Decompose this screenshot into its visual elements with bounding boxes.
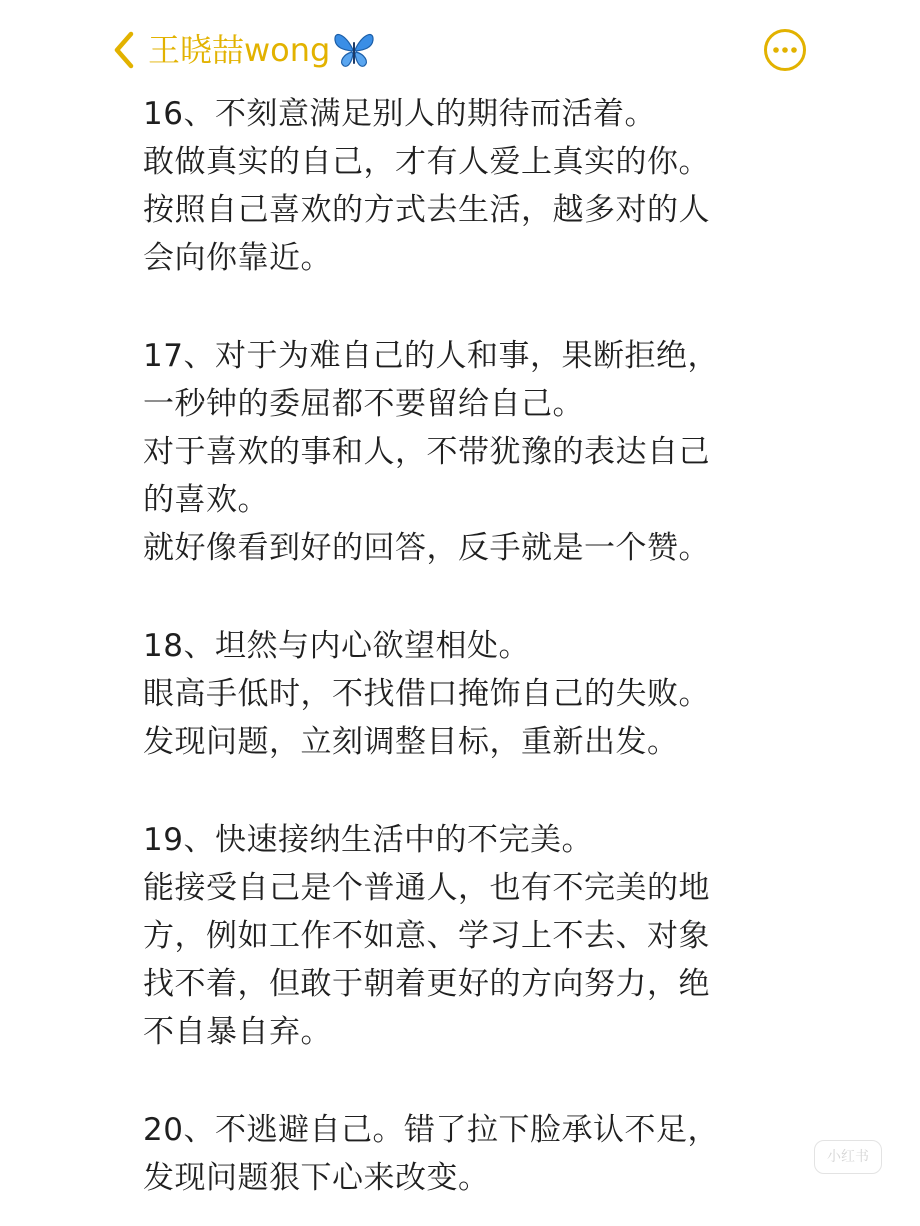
text-line: 找不着，但敢于朝着更好的方向努力，绝	[143, 966, 710, 1002]
text-line: 能接受自己是个普通人，也有不完美的地	[143, 870, 710, 906]
text-line: 不自暴自弃。	[143, 1014, 332, 1050]
text-line: 按照自己喜欢的方式去生活，越多对的人	[143, 192, 710, 228]
butterfly-icon	[332, 30, 376, 70]
chevron-left-icon[interactable]	[104, 28, 144, 72]
text-line: 眼高手低时，不找借口掩饰自己的失败。	[143, 676, 710, 712]
back-button[interactable]	[104, 28, 376, 72]
text-line: 发现问题，立刻调整目标，重新出发。	[143, 724, 679, 760]
text-line: 的喜欢。	[143, 482, 269, 518]
text-line: 会向你靠近。	[143, 240, 332, 276]
watermark-logo: 小红书	[814, 1140, 882, 1174]
text-line: 方，例如工作不如意、学习上不去、对象	[143, 918, 710, 954]
tip-19	[143, 816, 843, 1056]
article-body	[143, 90, 843, 1226]
text-line: 20、不逃避自己。错了拉下脸承认不足，	[143, 1112, 719, 1148]
text-line: 敢做真实的自己，才有人爱上真实的你。	[143, 144, 710, 180]
text-line: 就好像看到好的回答，反手就是一个赞。	[143, 530, 710, 566]
tip-20	[143, 1106, 843, 1202]
text-line: 19、快速接纳生活中的不完美。	[143, 822, 593, 858]
tip-16	[143, 90, 843, 282]
tip-17	[143, 332, 843, 572]
text-line: 16、不刻意满足别人的期待而活着。	[143, 96, 656, 132]
text-line: 一秒钟的委屈都不要留给自己。	[143, 386, 584, 422]
more-options-icon[interactable]	[763, 28, 807, 72]
text-line: 发现问题狠下心来改变。	[143, 1160, 490, 1196]
text-line: 18、坦然与内心欲望相处。	[143, 628, 530, 664]
tip-18	[143, 622, 843, 766]
page-title: 王晓喆wong	[148, 31, 331, 69]
text-line: 17、对于为难自己的人和事，果断拒绝，	[143, 338, 719, 374]
top-bar	[0, 0, 920, 100]
text-line: 对于喜欢的事和人，不带犹豫的表达自己	[143, 434, 710, 470]
